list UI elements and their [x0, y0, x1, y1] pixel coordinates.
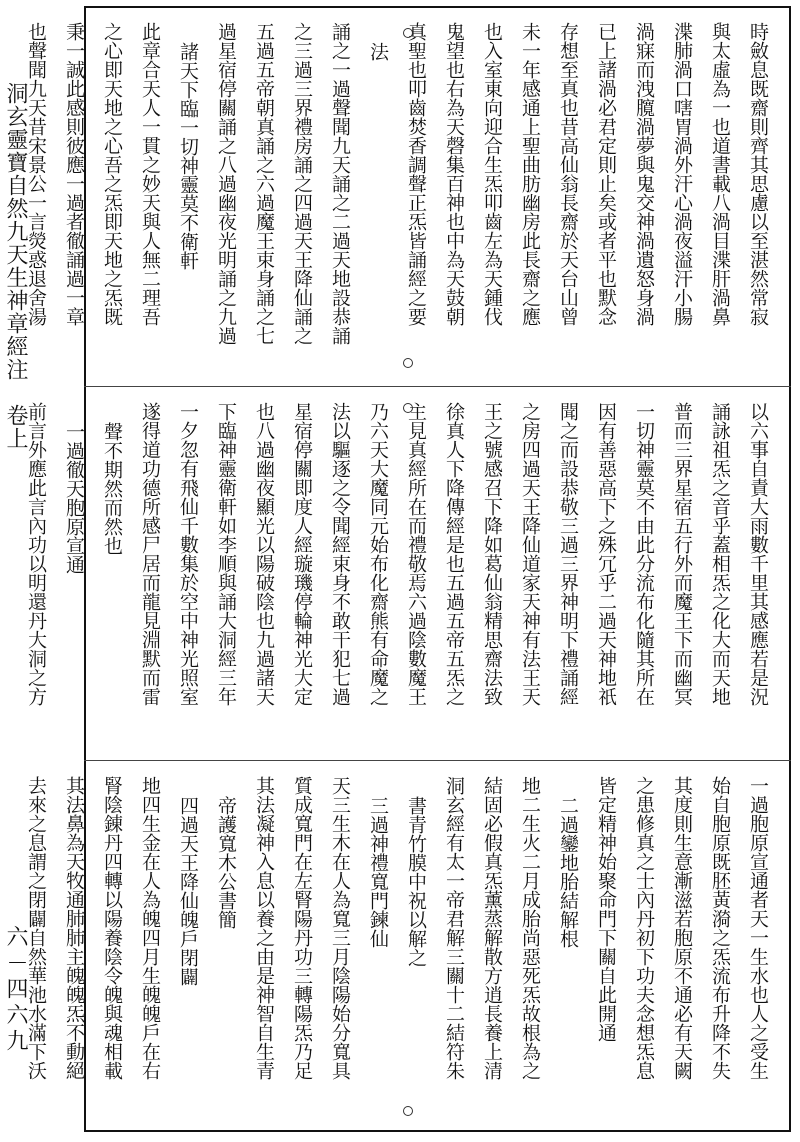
binding-hole-mark	[403, 28, 413, 38]
text-column: 聞之而設恭敬三過三界神明下禮誦經	[557, 402, 579, 706]
text-column: 法以驅逐之令聞經束身不敢干犯七過	[329, 402, 351, 706]
text-column: 主見真經所在而禮敬焉六過陰數魔王	[405, 402, 427, 706]
text-column: 以六事自責大雨數千里其感應若是況	[747, 402, 769, 706]
text-column: 真聖也叩齒焚香調聲正炁皆誦經之要	[405, 22, 427, 326]
page-frame	[25, 6, 791, 1132]
text-column: 皆定精神始聚命門下關自此開通	[595, 776, 617, 1042]
text-column: 地二生火二月成胎尚惡死炁故根為之	[519, 776, 541, 1080]
column-group	[15, 776, 775, 1080]
text-column: 前言外應此言內功以明還丹大洞之方	[25, 402, 47, 706]
text-column: 四過天王降仙魄戶閉闢	[177, 796, 199, 986]
text-column: 書青竹膜中祝以解之	[405, 796, 427, 967]
text-column: 其度則生意漸滋若胞原不通必有天闕	[671, 776, 693, 1080]
panel-divider	[84, 760, 791, 761]
text-column: 始自胞原既胚黃漪之炁流布升降不失	[709, 776, 731, 1080]
text-column: 秉一誠此感則彼應一過者徹誦過一章	[63, 22, 85, 326]
text-column: 之患修真之士內丹初下功夫念想炁息	[633, 776, 655, 1080]
text-column: 三過神禮寬門鍊仙	[367, 796, 389, 948]
text-column: 普而三界星宿五行外而魔王下而幽冥	[671, 402, 693, 706]
text-column: 帝護寬木公書簡	[215, 796, 237, 929]
text-column: 之心即天地之心吾之炁即天地之炁既	[101, 22, 123, 326]
text-column: 星宿停關即度人經璇璣停輪神光大定	[291, 402, 313, 706]
text-column: 乃六天大魔同元始布化齋熊有命魔之	[367, 402, 389, 706]
text-panel-middle	[25, 388, 789, 760]
column-group	[15, 22, 775, 345]
text-column: 之房四過天王降仙道家天神有法王天	[519, 402, 541, 706]
panel-divider	[84, 386, 791, 387]
text-column: 一夕忽有飛仙千數集於空中神光照室	[177, 402, 199, 706]
text-column: 此章合天人一貫之妙天與人無二理吾	[139, 22, 161, 326]
margin-book-title: 洞玄靈寶自然九天生神章經注 卷上	[3, 82, 28, 450]
text-column: 因有善惡高下之殊冗乎二過天神地祇	[595, 402, 617, 706]
text-column: 之三過三界禮房誦之四過天王降仙誦之	[291, 22, 313, 345]
text-column: 諸天下臨一切神靈莫不衛軒	[177, 42, 199, 270]
text-column: 結固必假真炁薰蒸解散方逍長養上清	[481, 776, 503, 1080]
text-column: 地四生金在人為魄四月生魄魄戶在右	[139, 776, 161, 1080]
text-column: 遂得道功德所感尸居而龍見淵默而雷	[139, 402, 161, 706]
text-panel-top	[25, 8, 789, 386]
text-column: 去來之息謂之閉闢自然華池水滿下沃	[25, 776, 47, 1080]
text-column: 也八過幽夜顯光以陽破陰也九過諸天	[253, 402, 275, 706]
text-column: 誦之一過聲聞九天誦之二過天地設恭誦	[329, 22, 351, 345]
text-column: 過星宿停關誦之八過幽夜光明誦之九過	[215, 22, 237, 345]
text-column: 已上諸渦必君定則止矣或者平也默念	[595, 22, 617, 326]
text-column: 腎陰錬丹四轉以陽養陰令魄與魂相載	[101, 776, 123, 1080]
text-column: 其法鼻為天牧通肺肺主魄魄炁不動絕	[63, 776, 85, 1080]
text-column: 徐真人下降傳經是也五過五帝五炁之	[443, 402, 465, 706]
binding-hole-mark	[403, 403, 413, 413]
text-column: 誦詠祖炁之音乎蓋相炁之化大而天地	[709, 402, 731, 706]
text-column: 一切神靈莫不由此分流布化隨其所在	[633, 402, 655, 706]
text-column: 法	[367, 42, 389, 61]
binding-hole-mark	[403, 1106, 413, 1116]
text-column: 五過五帝朝真誦之六過魔王束身誦之七	[253, 22, 275, 345]
text-column: 也聲聞九天昔宋景公一言熒惑退舍湯	[25, 22, 47, 326]
text-column: 未一年感通上聖曲肪幽房此長齋之應	[519, 22, 541, 326]
text-panel-bottom	[25, 762, 789, 1132]
text-column: 質成寬門在左腎陽丹功三轉陽炁乃足	[291, 776, 313, 1080]
text-column: 一過徹天胞原宣通	[63, 422, 85, 574]
column-group	[15, 402, 775, 706]
text-column: 鬼望也右為天磬集百神也中為天鼓朝	[443, 22, 465, 326]
text-column: 時斂息既齋則齊其思慮以至湛然常寂	[747, 22, 769, 326]
text-column: 也入室東向迎合生炁叩齒左為天鍾伐	[481, 22, 503, 326]
text-column: 渦寐而洩臗渦夢與鬼交神渦遺怒身渦	[633, 22, 655, 326]
text-column: 存想至真也昔高仙翁長齋於天台山曾	[557, 22, 579, 326]
text-column: 洞玄經有太一帝君解三關十二結符朱	[443, 776, 465, 1080]
text-column: 其法凝神入息以養之由是神智自生青	[253, 776, 275, 1080]
text-column: 王之號感召下降如葛仙翁精思齋法致	[481, 402, 503, 706]
text-column: 渫肺渦口嗐胃渦外汗心渦夜溢汗小腸	[671, 22, 693, 326]
margin-page-number: 六－四六九	[3, 925, 28, 1055]
text-column: 聲不期然而然也	[101, 422, 123, 555]
text-column: 天三生木在人為寬三月陰陽始分寬具	[329, 776, 351, 1080]
text-column: 二過鑾地胎結解根	[557, 796, 579, 948]
text-column: 一過胞原宣通者天一生水也人之受生	[747, 776, 769, 1080]
binding-hole-mark	[403, 358, 413, 368]
text-column: 與太虛為一也道書載八渦目渫肝渦鼻	[709, 22, 731, 326]
text-column: 下臨神靈衛軒如李順與誦大洞經三年	[215, 402, 237, 706]
